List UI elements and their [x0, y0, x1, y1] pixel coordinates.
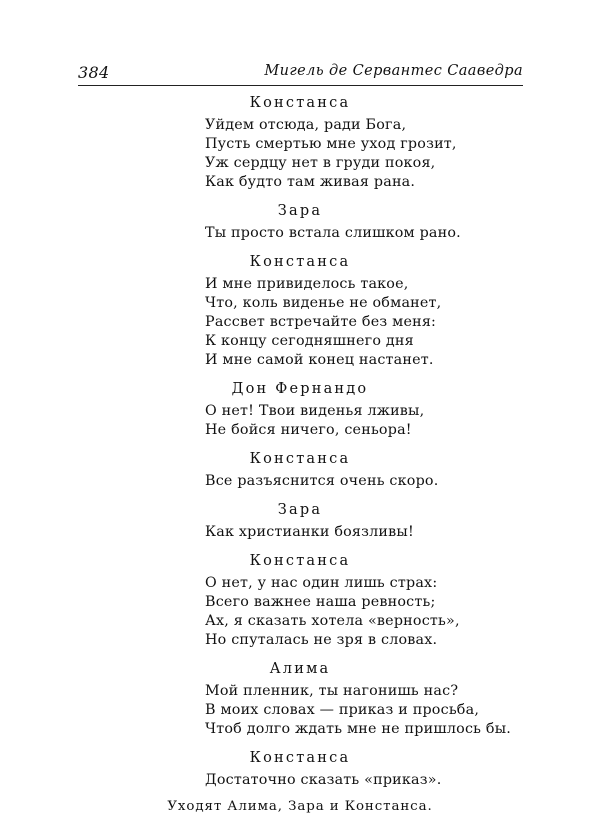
verse-line: И мне привиделось такое,: [205, 276, 409, 292]
verse-line: И мне самой конец настанет.: [205, 352, 434, 368]
speaker-name: Зара: [277, 203, 323, 219]
speaker-name: Дон Фернандо: [231, 381, 369, 397]
speaker-name: Зара: [277, 502, 323, 518]
verse-line: Уйдем отсюда, ради Бога,: [205, 117, 407, 133]
verse-line: В моих словах — приказ и просьба,: [205, 702, 480, 718]
stanza: [205, 275, 600, 370]
running-title: Мигель де Сервантес Сааведра: [264, 63, 523, 79]
stanza: [205, 116, 600, 192]
stanza: [205, 574, 600, 650]
verse-line: Что, коль виденье не обманет,: [205, 295, 442, 311]
verse-line: Рассвет встречайте без меня:: [205, 314, 437, 330]
speaker-name: Констанса: [249, 451, 351, 467]
verse-line: Чтоб долго ждать мне не пришлось бы.: [205, 721, 512, 737]
speaker-name: Констанса: [249, 553, 351, 569]
verse-line: Мой пленник, ты нагонишь нас?: [205, 683, 459, 699]
speaker-name: Алима: [269, 661, 331, 677]
verse-line: Как христианки боязливы!: [205, 524, 414, 540]
verse-line: Достаточно сказать «приказ».: [205, 772, 442, 788]
verse-line: Не бойся ничего, сеньора!: [205, 422, 412, 438]
stanza: [205, 472, 600, 491]
stanza: [205, 771, 600, 790]
stanza: [205, 224, 600, 243]
verse-line: Пусть смертью мне уход грозит,: [205, 136, 457, 152]
stanza: [205, 402, 600, 440]
verse-line: К концу сегодняшнего дня: [205, 333, 414, 349]
speaker-name: Констанса: [249, 95, 351, 111]
verse-line: Ты просто встала слишком рано.: [205, 225, 461, 241]
verse-line: Ах, я сказать хотела «верность»,: [205, 613, 460, 629]
stanza: [205, 682, 600, 739]
stanza: [205, 523, 600, 542]
verse-line: О нет, у нас один лишь страх:: [205, 575, 438, 591]
verse-line: Все разъяснится очень скоро.: [205, 473, 439, 489]
stage-direction: Уходят Алима, Зара и Констанса.: [167, 799, 433, 814]
verse-line: О нет! Твои виденья лживы,: [205, 403, 425, 419]
header-rule: [78, 85, 523, 86]
running-header: [78, 63, 523, 81]
verse-line: Как будто там живая рана.: [205, 174, 416, 190]
verse-line: Всего важнее наша ревность;: [205, 594, 436, 610]
play-text: [0, 93, 600, 816]
verse-line: Но спуталась не зря в словах.: [205, 632, 438, 648]
speaker-name: Констанса: [249, 254, 351, 270]
page-number: 384: [78, 63, 110, 82]
verse-line: Уж сердцу нет в груди покоя,: [205, 155, 436, 171]
speaker-name: Констанса: [249, 750, 351, 766]
